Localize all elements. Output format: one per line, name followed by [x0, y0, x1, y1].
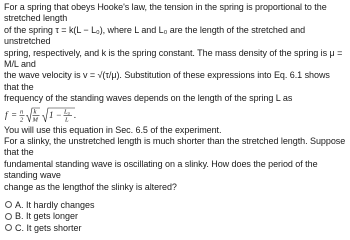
svg-text:n: n	[20, 108, 24, 116]
svg-text:1 −: 1 −	[49, 109, 62, 120]
svg-text:f: f	[5, 109, 8, 120]
radio-button-a[interactable]	[5, 201, 12, 208]
svg-text:M: M	[32, 116, 38, 124]
choice-b-label[interactable]: B. It gets longer	[15, 211, 79, 222]
answer-choices	[4, 199, 346, 234]
radio-button-c[interactable]	[5, 224, 12, 231]
question-line-7: For a slinky, the unstretched length is much shorter than the stretched length. Suppose that the	[4, 136, 346, 158]
question-line-5: frequency of the standing waves depends on the length of the spring L as	[4, 93, 293, 104]
formula-graphic	[4, 105, 124, 125]
radio-button-b[interactable]	[5, 213, 12, 220]
choice-a[interactable]	[4, 199, 346, 211]
svg-text:L: L	[65, 116, 69, 124]
choice-b[interactable]	[4, 211, 346, 223]
svg-text:L₀: L₀	[64, 108, 70, 116]
svg-text:.: .	[74, 109, 77, 120]
question-line-9: change as the lengthof the slinky is altered?	[4, 181, 177, 192]
question-line-6: You will use this equation in Sec. 6.5 of the experiment.	[4, 124, 222, 135]
question-text	[4, 2, 346, 105]
question-line-1: For a spring that obeys Hooke's law, the tension in the spring is proportional to the stretched length	[4, 2, 327, 24]
svg-text:=: =	[11, 109, 18, 120]
choice-c-label[interactable]: C. It gets shorter	[15, 222, 82, 233]
question-line-3: spring, respectively, and k is the spring constant. The mass density of the spring is μ = M/L and	[4, 47, 343, 70]
question-line-2: of the spring τ = k(L − L₀), where L and L₀ are the length of the stretched and unstretched	[4, 24, 306, 47]
svg-text:k: k	[33, 108, 37, 116]
question-line-4: the wave velocity is v = √(τ/μ). Substitution of these expressions into Eq. 6.1 shows that the	[4, 70, 330, 92]
question-line-8: fundamental standing wave is oscillating on a slinky. How does the period of the standing wave	[4, 158, 318, 181]
svg-text:2: 2	[20, 116, 24, 124]
choice-c[interactable]	[4, 222, 346, 234]
frequency-formula	[4, 105, 346, 125]
choice-a-label[interactable]: A. It hardly changes	[15, 199, 95, 210]
instructions-text	[4, 125, 346, 193]
